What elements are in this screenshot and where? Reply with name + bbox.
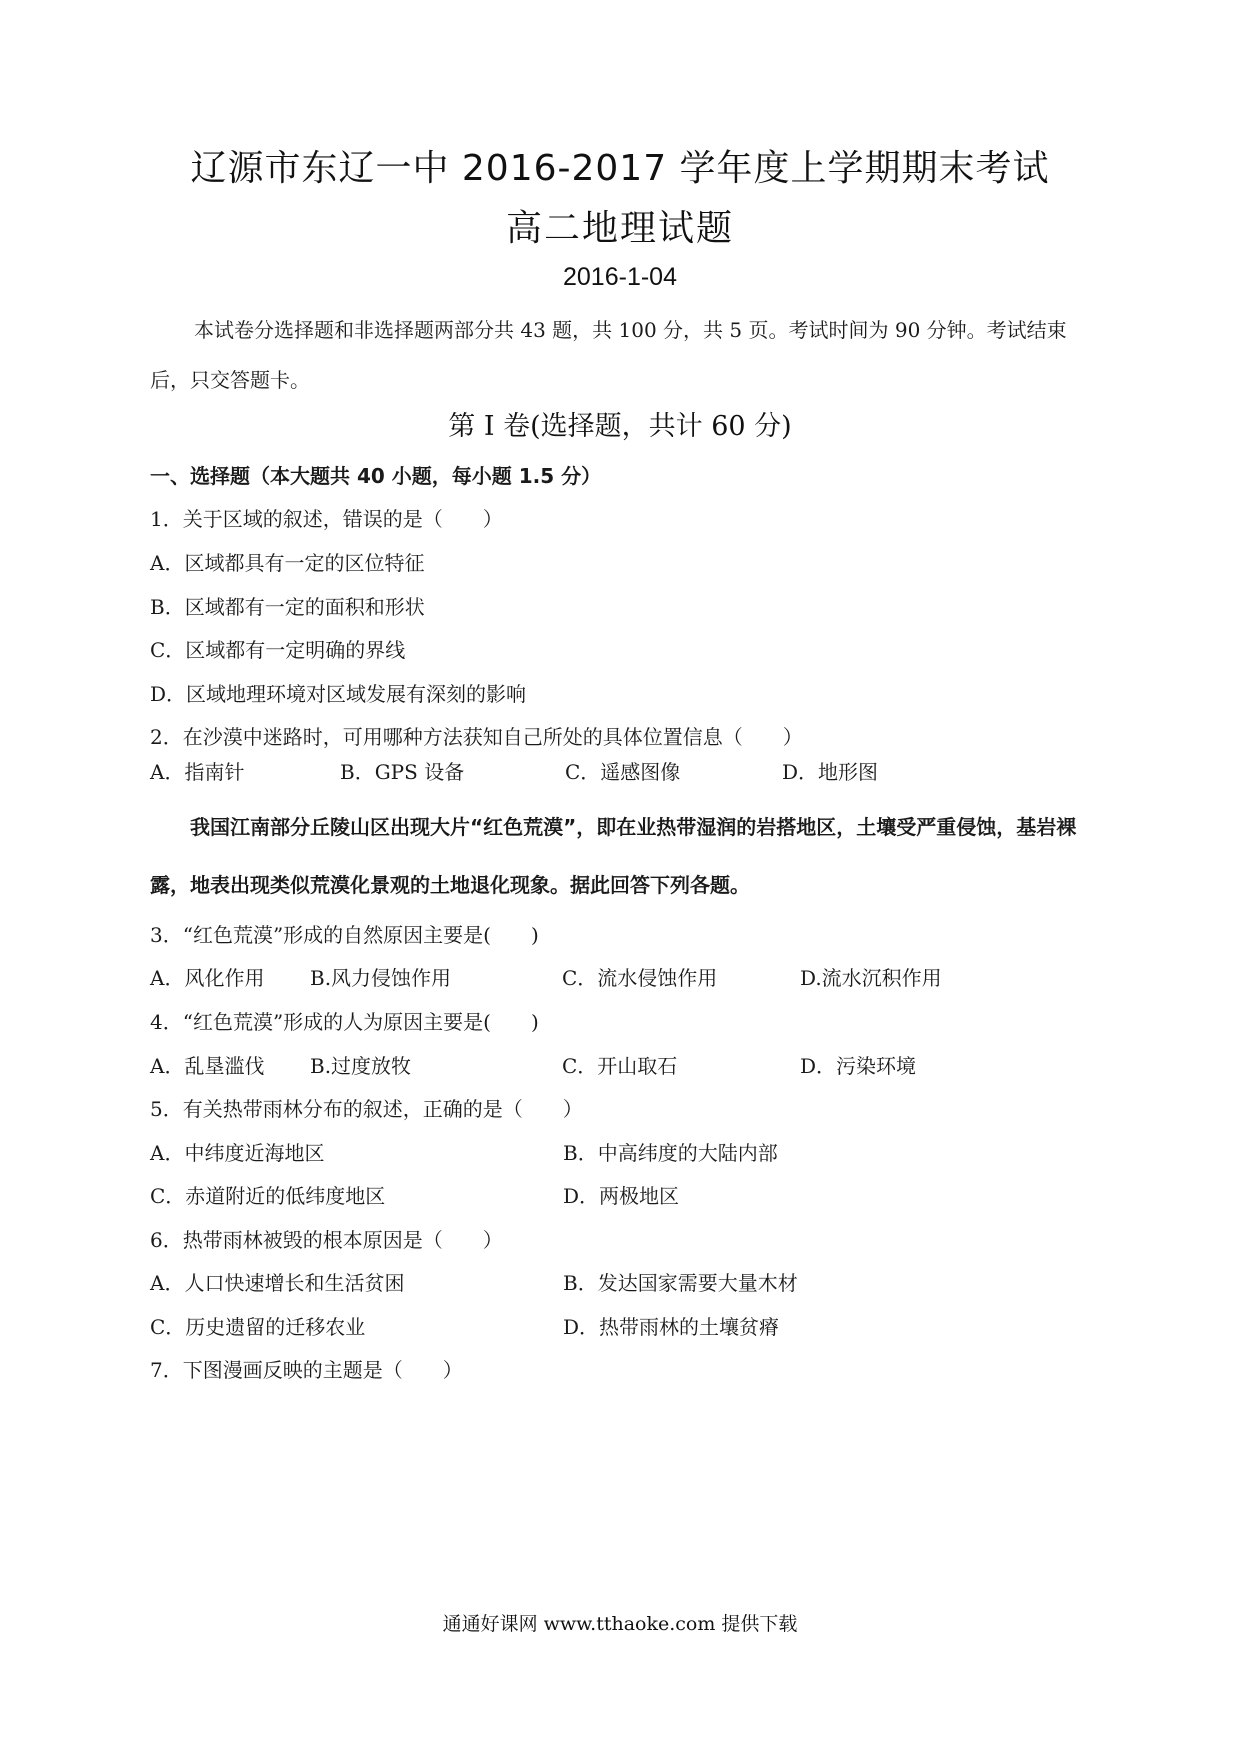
question-6-option-b: B．发达国家需要大量木材	[563, 1271, 798, 1295]
question-5-option-d: D．两极地区	[563, 1184, 680, 1208]
question-1-stem: 1．关于区域的叙述，错误的是（ ）	[150, 507, 503, 531]
question-3-options	[150, 962, 1100, 992]
question-1-option-b: B．区域都有一定的面积和形状	[150, 595, 425, 619]
question-6-option-d: D．热带雨林的土壤贫瘠	[563, 1315, 780, 1339]
question-3-option-c: C．流水侵蚀作用	[562, 966, 718, 990]
question-5-stem: 5．有关热带雨林分布的叙述，正确的是（ ）	[150, 1097, 583, 1121]
question-5-options-row-2	[150, 1180, 1100, 1210]
question-5-option-b: B．中高纬度的大陆内部	[563, 1141, 778, 1165]
page-footer: 通通好课网 www.tthaoke.com 提供下载	[442, 1613, 798, 1635]
question-3-option-b: B.风力侵蚀作用	[310, 966, 452, 990]
part-title: 第 I 卷(选择题，共计 60 分)	[448, 411, 792, 442]
section-title: 一、选择题（本大题共 40 小题，每小题 1.5 分）	[150, 464, 602, 488]
question-2-stem: 2．在沙漠中迷路时，可用哪种方法获知自己所处的具体位置信息（ ）	[150, 725, 803, 749]
question-2-option-a: A．指南针	[150, 760, 245, 784]
question-2-option-c: C．遥感图像	[565, 760, 681, 784]
question-4-option-d: D．污染环境	[800, 1054, 917, 1078]
question-4-stem: 4．“红色荒漠”形成的人为原因主要是( )	[150, 1010, 539, 1034]
question-6-option-a: A．人口快速增长和生活贫困	[150, 1271, 405, 1295]
reading-passage: 我国江南部分丘陵山区出现大片“红色荒漠”，即在业热带湿润的岩搭地区，土壤受严重侵蚀，基岩裸露，地表出现类似荒漠化景观的土地退化现象。据此回答下列各题。	[150, 815, 1077, 897]
question-4-option-b: B.过度放牧	[310, 1054, 412, 1078]
question-1-option-a: A．区域都具有一定的区位特征	[150, 551, 425, 575]
question-6-stem: 6．热带雨林被毁的根本原因是（ ）	[150, 1228, 503, 1252]
question-5-option-c: C．赤道附近的低纬度地区	[150, 1184, 386, 1208]
page-subtitle: 高二地理试题	[505, 208, 734, 249]
question-3-option-d: D.流水沉积作用	[800, 966, 942, 990]
question-4-option-c: C．开山取石	[562, 1054, 678, 1078]
question-2-options	[150, 756, 1100, 786]
exam-date: 2016-1-04	[563, 263, 677, 291]
question-3-stem: 3．“红色荒漠”形成的自然原因主要是( )	[150, 923, 539, 947]
question-6-option-c: C．历史遗留的迁移农业	[150, 1315, 366, 1339]
question-1-option-d: D．区域地理环境对区域发展有深刻的影响	[150, 682, 527, 706]
exam-instructions: 本试卷分选择题和非选择题两部分共 43 题，共 100 分，共 5 页。考试时间为 90 分钟。考试结束后，只交答题卡。	[150, 318, 1067, 392]
question-4-options	[150, 1050, 1100, 1080]
question-5-options-row-1	[150, 1137, 1100, 1167]
question-7-stem: 7．下图漫画反映的主题是（ ）	[150, 1358, 463, 1382]
question-4-option-a: A．乱垦滥伐	[150, 1054, 265, 1078]
page-title: 辽源市东辽一中 2016-2017 学年度上学期期末考试	[190, 148, 1050, 189]
question-1-option-c: C．区域都有一定明确的界线	[150, 638, 406, 662]
question-2-option-d: D．地形图	[782, 760, 879, 784]
question-5-option-a: A．中纬度近海地区	[150, 1141, 325, 1165]
question-2-option-b: B．GPS 设备	[340, 760, 465, 784]
question-6-options-row-1	[150, 1267, 1100, 1297]
question-6-options-row-2	[150, 1311, 1100, 1341]
question-3-option-a: A．风化作用	[150, 966, 265, 990]
